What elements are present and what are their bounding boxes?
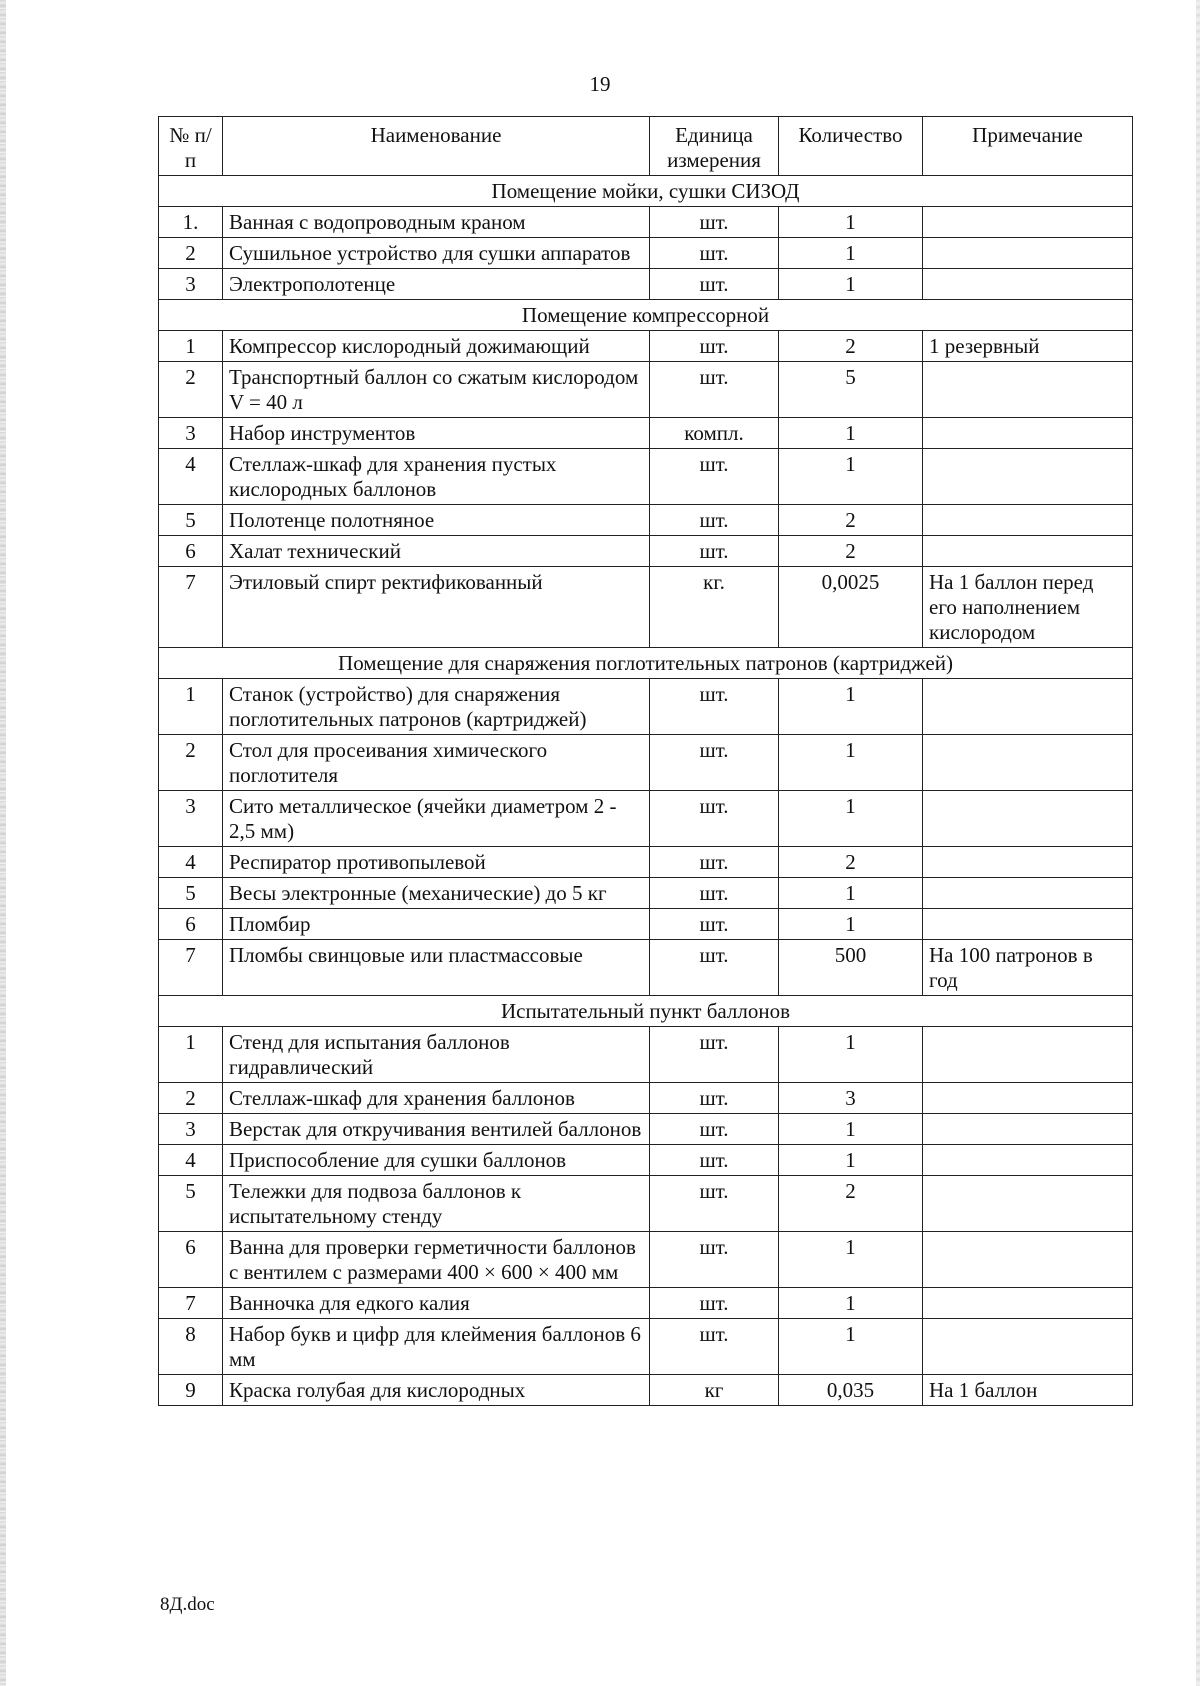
table-row <box>159 567 1133 648</box>
page-number-text: 19 <box>589 72 611 96</box>
cell-name: Электрополотенце <box>223 269 650 300</box>
cell-note <box>923 1027 1133 1083</box>
table-row <box>159 418 1133 449</box>
header-num: № п/п <box>159 117 223 176</box>
section-title: Помещение мойки, сушки СИЗОД <box>159 176 1133 207</box>
cell-qty: 1 <box>779 1027 923 1083</box>
cell-num: 8 <box>159 1319 223 1375</box>
cell-name: Станок (устройство) для снаряжения поглотительных патронов (картриджей) <box>223 679 650 735</box>
table-row <box>159 878 1133 909</box>
cell-num: 9 <box>159 1375 223 1406</box>
cell-qty: 1 <box>779 791 923 847</box>
table-row <box>159 505 1133 536</box>
table-row <box>159 1232 1133 1288</box>
cell-name: Стенд для испытания баллонов гидравлический <box>223 1027 650 1083</box>
cell-name: Пломбир <box>223 909 650 940</box>
cell-qty: 0,035 <box>779 1375 923 1406</box>
cell-qty: 3 <box>779 1083 923 1114</box>
table-row <box>159 362 1133 418</box>
cell-name: Краска голубая для кислородных <box>223 1375 650 1406</box>
table-row <box>159 536 1133 567</box>
cell-num: 4 <box>159 847 223 878</box>
cell-note <box>923 1176 1133 1232</box>
cell-note <box>923 791 1133 847</box>
cell-unit: шт. <box>650 1027 779 1083</box>
cell-note <box>923 238 1133 269</box>
header-qty: Количество <box>779 117 923 176</box>
cell-num: 6 <box>159 536 223 567</box>
cell-num: 2 <box>159 238 223 269</box>
cell-qty: 5 <box>779 362 923 418</box>
cell-unit: компл. <box>650 418 779 449</box>
cell-unit: шт. <box>650 1083 779 1114</box>
cell-qty: 1 <box>779 238 923 269</box>
cell-name: Тележки для подвоза баллонов к испытательному стенду <box>223 1176 650 1232</box>
cell-qty: 1 <box>779 418 923 449</box>
cell-name: Набор инструментов <box>223 418 650 449</box>
cell-num: 3 <box>159 791 223 847</box>
cell-name: Сушильное устройство для сушки аппаратов <box>223 238 650 269</box>
cell-num: 5 <box>159 1176 223 1232</box>
cell-qty: 2 <box>779 536 923 567</box>
cell-unit: шт. <box>650 331 779 362</box>
table-row <box>159 909 1133 940</box>
cell-name: Полотенце полотняное <box>223 505 650 536</box>
cell-name: Ванна для проверки герметичности баллонов с вентилем с размерами 400 × 600 × 400 мм <box>223 1232 650 1288</box>
cell-note <box>923 1319 1133 1375</box>
cell-note: На 100 патронов в год <box>923 940 1133 996</box>
cell-unit: шт. <box>650 1319 779 1375</box>
cell-note <box>923 1288 1133 1319</box>
table-row <box>159 1288 1133 1319</box>
cell-num: 6 <box>159 1232 223 1288</box>
table-row <box>159 1176 1133 1232</box>
cell-unit: шт. <box>650 536 779 567</box>
cell-note: На 1 баллон перед его наполнением кислородом <box>923 567 1133 648</box>
table-row <box>159 238 1133 269</box>
header-note: Примечание <box>923 117 1133 176</box>
cell-unit: шт. <box>650 878 779 909</box>
section-row <box>159 996 1133 1027</box>
table-row <box>159 791 1133 847</box>
cell-note <box>923 1145 1133 1176</box>
cell-name: Респиратор противопылевой <box>223 847 650 878</box>
cell-note <box>923 679 1133 735</box>
cell-note <box>923 449 1133 505</box>
cell-unit: шт. <box>650 1114 779 1145</box>
cell-note <box>923 1083 1133 1114</box>
table-row <box>159 847 1133 878</box>
cell-unit: шт. <box>650 847 779 878</box>
table-row <box>159 331 1133 362</box>
cell-name: Стеллаж-шкаф для хранения пустых кислородных баллонов <box>223 449 650 505</box>
table-body <box>159 176 1133 1406</box>
cell-qty: 1 <box>779 679 923 735</box>
cell-name: Транспортный баллон со сжатым кислородом V = 40 л <box>223 362 650 418</box>
cell-name: Весы электронные (механические) до 5 кг <box>223 878 650 909</box>
cell-unit: шт. <box>650 207 779 238</box>
cell-unit: шт. <box>650 791 779 847</box>
cell-note <box>923 536 1133 567</box>
cell-name: Сито металлическое (ячейки диаметром 2 - 2,5 мм) <box>223 791 650 847</box>
cell-note <box>923 505 1133 536</box>
scan-edge-right <box>1196 0 1200 1686</box>
cell-unit: шт. <box>650 1176 779 1232</box>
cell-name: Компрессор кислородный дожимающий <box>223 331 650 362</box>
cell-note <box>923 878 1133 909</box>
table-row <box>159 207 1133 238</box>
cell-qty: 1 <box>779 207 923 238</box>
cell-num: 4 <box>159 1145 223 1176</box>
cell-name: Ванная с водопроводным краном <box>223 207 650 238</box>
section-row <box>159 648 1133 679</box>
cell-num: 5 <box>159 505 223 536</box>
table-row <box>159 1114 1133 1145</box>
cell-name: Пломбы свинцовые или пластмассовые <box>223 940 650 996</box>
cell-num: 2 <box>159 735 223 791</box>
cell-qty: 1 <box>779 735 923 791</box>
section-title: Помещение для снаряжения поглотительных патронов (картриджей) <box>159 648 1133 679</box>
cell-qty: 1 <box>779 1145 923 1176</box>
cell-note <box>923 1114 1133 1145</box>
cell-note <box>923 1232 1133 1288</box>
table-row <box>159 940 1133 996</box>
cell-num: 4 <box>159 449 223 505</box>
cell-qty: 2 <box>779 331 923 362</box>
cell-note: На 1 баллон <box>923 1375 1133 1406</box>
table-row <box>159 269 1133 300</box>
cell-num: 6 <box>159 909 223 940</box>
cell-note: 1 резервный <box>923 331 1133 362</box>
table-row <box>159 679 1133 735</box>
table-row <box>159 735 1133 791</box>
cell-name: Ванночка для едкого калия <box>223 1288 650 1319</box>
cell-num: 1 <box>159 331 223 362</box>
cell-qty: 2 <box>779 847 923 878</box>
section-title: Испытательный пункт баллонов <box>159 996 1133 1027</box>
section-row <box>159 176 1133 207</box>
header-name: Наименование <box>223 117 650 176</box>
equipment-table <box>158 116 1133 1406</box>
cell-unit: шт. <box>650 1288 779 1319</box>
cell-qty: 1 <box>779 449 923 505</box>
cell-num: 1 <box>159 1027 223 1083</box>
cell-num: 7 <box>159 940 223 996</box>
cell-num: 7 <box>159 567 223 648</box>
cell-name: Приспособление для сушки баллонов <box>223 1145 650 1176</box>
header-row <box>159 117 1133 176</box>
cell-unit: шт. <box>650 269 779 300</box>
cell-num: 5 <box>159 878 223 909</box>
cell-unit: кг. <box>650 567 779 648</box>
cell-qty: 1 <box>779 1114 923 1145</box>
page-number <box>0 72 1200 97</box>
cell-name: Верстак для откручивания вентилей баллонов <box>223 1114 650 1145</box>
scan-edge-left <box>0 0 6 1686</box>
section-title: Помещение компрессорной <box>159 300 1133 331</box>
cell-unit: шт. <box>650 238 779 269</box>
cell-num: 7 <box>159 1288 223 1319</box>
cell-unit: шт. <box>650 362 779 418</box>
table-row <box>159 1027 1133 1083</box>
table-row <box>159 1083 1133 1114</box>
table-row <box>159 1145 1133 1176</box>
cell-num: 3 <box>159 418 223 449</box>
cell-num: 3 <box>159 1114 223 1145</box>
section-row <box>159 300 1133 331</box>
cell-qty: 1 <box>779 909 923 940</box>
cell-qty: 1 <box>779 1232 923 1288</box>
cell-qty: 2 <box>779 505 923 536</box>
cell-num: 2 <box>159 362 223 418</box>
cell-name: Стеллаж-шкаф для хранения баллонов <box>223 1083 650 1114</box>
cell-unit: шт. <box>650 909 779 940</box>
cell-note <box>923 847 1133 878</box>
cell-qty: 1 <box>779 1319 923 1375</box>
cell-unit: шт. <box>650 940 779 996</box>
cell-name: Набор букв и цифр для клеймения баллонов 6 мм <box>223 1319 650 1375</box>
cell-name: Этиловый спирт ректификованный <box>223 567 650 648</box>
cell-unit: кг <box>650 1375 779 1406</box>
cell-unit: шт. <box>650 449 779 505</box>
cell-note <box>923 418 1133 449</box>
cell-qty: 1 <box>779 1288 923 1319</box>
cell-unit: шт. <box>650 1145 779 1176</box>
cell-qty: 0,0025 <box>779 567 923 648</box>
cell-qty: 1 <box>779 269 923 300</box>
cell-note <box>923 735 1133 791</box>
cell-note <box>923 362 1133 418</box>
cell-qty: 2 <box>779 1176 923 1232</box>
cell-note <box>923 909 1133 940</box>
cell-qty: 500 <box>779 940 923 996</box>
footer-filename: 8Д.doc <box>160 1594 215 1615</box>
cell-unit: шт. <box>650 1232 779 1288</box>
cell-qty: 1 <box>779 878 923 909</box>
table-row <box>159 1375 1133 1406</box>
cell-name: Стол для просеивания химического поглотителя <box>223 735 650 791</box>
cell-unit: шт. <box>650 679 779 735</box>
cell-note <box>923 207 1133 238</box>
cell-num: 1 <box>159 679 223 735</box>
cell-num: 2 <box>159 1083 223 1114</box>
cell-note <box>923 269 1133 300</box>
table-row <box>159 449 1133 505</box>
cell-unit: шт. <box>650 735 779 791</box>
cell-num: 1. <box>159 207 223 238</box>
header-unit: Единица измерения <box>650 117 779 176</box>
table-row <box>159 1319 1133 1375</box>
cell-name: Халат технический <box>223 536 650 567</box>
cell-num: 3 <box>159 269 223 300</box>
cell-unit: шт. <box>650 505 779 536</box>
